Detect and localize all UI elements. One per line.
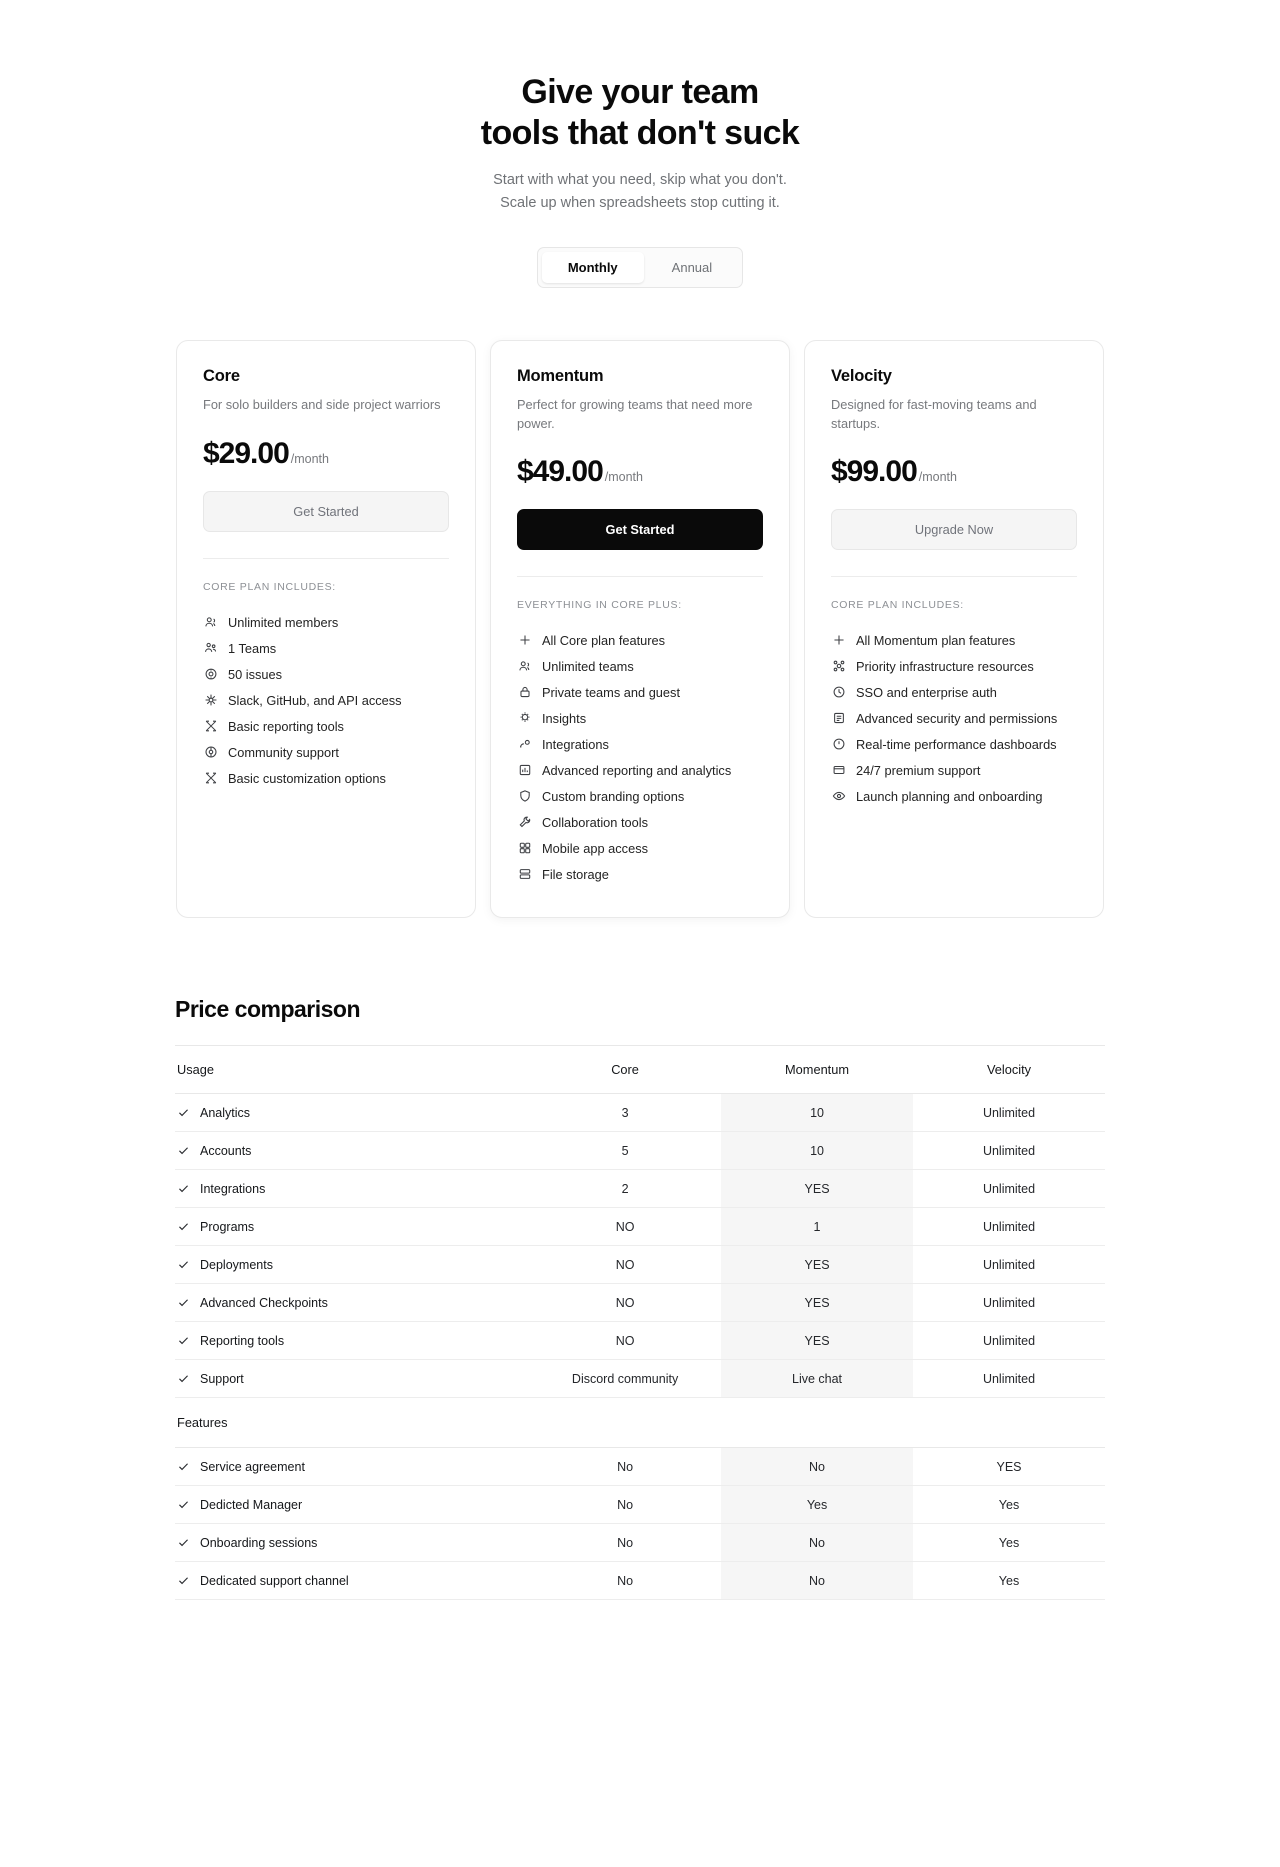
support-icon bbox=[831, 763, 846, 778]
members-icon bbox=[517, 659, 532, 674]
check-icon bbox=[177, 1372, 190, 1385]
plan-description: Designed for fast-moving teams and startups. bbox=[831, 397, 1037, 431]
cell-core: No bbox=[529, 1486, 721, 1524]
table-row bbox=[175, 1170, 1105, 1208]
clock-icon bbox=[831, 685, 846, 700]
plan-feature-label: Basic reporting tools bbox=[228, 718, 344, 734]
plan-price: $99.00 bbox=[831, 455, 917, 489]
plan-feature-item bbox=[831, 731, 1077, 757]
plan-feature-item bbox=[203, 713, 449, 739]
plan-feature-item bbox=[203, 765, 449, 791]
cell-velocity: Unlimited bbox=[913, 1094, 1105, 1132]
cell-momentum: YES bbox=[721, 1322, 913, 1360]
billing-toggle-wrapper bbox=[0, 247, 1280, 288]
row-feature-label: Integrations bbox=[200, 1181, 266, 1196]
table-row bbox=[175, 1486, 1105, 1524]
plan-feature-label: Launch planning and onboarding bbox=[856, 788, 1043, 804]
cell-velocity: Unlimited bbox=[913, 1360, 1105, 1398]
cell-velocity: Unlimited bbox=[913, 1208, 1105, 1246]
plan-description: Perfect for growing teams that need more power. bbox=[517, 397, 753, 431]
plan-feature-item bbox=[517, 783, 763, 809]
cell-core: Discord community bbox=[529, 1360, 721, 1398]
plan-feature-label: Advanced security and permissions bbox=[856, 710, 1058, 726]
row-feature-label: Programs bbox=[200, 1219, 255, 1234]
check-icon bbox=[177, 1334, 190, 1347]
cell-core: No bbox=[529, 1524, 721, 1562]
cell-momentum: Yes bbox=[721, 1486, 913, 1524]
column-header-velocity: Velocity bbox=[913, 1046, 1105, 1094]
row-feature-label: Accounts bbox=[200, 1143, 252, 1158]
check-icon bbox=[177, 1144, 190, 1157]
reporting-icon bbox=[203, 719, 218, 734]
row-feature-label: Reporting tools bbox=[200, 1333, 285, 1348]
cell-velocity: Yes bbox=[913, 1524, 1105, 1562]
pricing-card-velocity bbox=[804, 340, 1104, 918]
plan-period: /month bbox=[604, 470, 643, 485]
check-icon bbox=[177, 1220, 190, 1233]
plan-name: Velocity bbox=[831, 367, 892, 386]
cell-momentum: No bbox=[721, 1448, 913, 1486]
plan-feature-label: Unlimited teams bbox=[542, 658, 634, 674]
page-subtitle bbox=[0, 169, 1280, 215]
plan-feature-item bbox=[203, 661, 449, 687]
cell-momentum: YES bbox=[721, 1170, 913, 1208]
plan-period: /month bbox=[290, 452, 329, 467]
plan-feature-label: Insights bbox=[542, 710, 587, 726]
plan-feature-label: SSO and enterprise auth bbox=[856, 684, 997, 700]
section-label: Features bbox=[175, 1398, 529, 1448]
table-row bbox=[175, 1094, 1105, 1132]
plan-cta-button[interactable]: Get Started bbox=[203, 491, 449, 532]
plan-includes-label: EVERYTHING IN CORE PLUS: bbox=[517, 599, 682, 612]
plan-feature-label: File storage bbox=[542, 866, 609, 882]
comparison-table-head bbox=[175, 1046, 1105, 1094]
cell-velocity: Unlimited bbox=[913, 1246, 1105, 1284]
members-icon bbox=[203, 615, 218, 630]
cell-velocity: Unlimited bbox=[913, 1322, 1105, 1360]
check-icon bbox=[177, 1574, 190, 1587]
plan-feature-label: Priority infrastructure resources bbox=[856, 658, 1034, 674]
cell-core: NO bbox=[529, 1284, 721, 1322]
plan-feature-item bbox=[517, 809, 763, 835]
cell-velocity: Unlimited bbox=[913, 1284, 1105, 1322]
cell-core: 3 bbox=[529, 1094, 721, 1132]
plan-feature-item bbox=[203, 635, 449, 661]
plan-feature-item bbox=[203, 609, 449, 635]
plan-feature-label: Integrations bbox=[542, 736, 609, 752]
pricing-card-momentum bbox=[490, 340, 790, 918]
cell-core: 2 bbox=[529, 1170, 721, 1208]
tools-icon bbox=[517, 815, 532, 830]
plan-includes-label: CORE PLAN INCLUDES: bbox=[203, 581, 336, 594]
cell-core: NO bbox=[529, 1322, 721, 1360]
cell-core: NO bbox=[529, 1208, 721, 1246]
comparison-title: Price comparison bbox=[175, 996, 361, 1023]
plan-description: For solo builders and side project warriors bbox=[203, 397, 441, 413]
plan-feature-label: 24/7 premium support bbox=[856, 762, 981, 778]
cell-momentum: YES bbox=[721, 1284, 913, 1322]
check-icon bbox=[177, 1106, 190, 1119]
table-section-row bbox=[175, 1398, 1105, 1448]
plan-feature-item bbox=[831, 627, 1077, 653]
infrastructure-icon bbox=[831, 659, 846, 674]
plan-cta-button[interactable]: Upgrade Now bbox=[831, 509, 1077, 550]
integrations-icon bbox=[517, 737, 532, 752]
plan-feature-item bbox=[517, 627, 763, 653]
table-row bbox=[175, 1208, 1105, 1246]
check-icon bbox=[177, 1498, 190, 1511]
check-icon bbox=[177, 1296, 190, 1309]
check-icon bbox=[177, 1536, 190, 1549]
page-subtitle-line-2: Scale up when spreadsheets stop cutting it. bbox=[500, 195, 780, 212]
plan-name: Core bbox=[203, 367, 240, 386]
comparison-table bbox=[175, 1045, 1105, 1600]
row-feature-label: Dedicted Manager bbox=[200, 1497, 303, 1512]
cell-momentum: 1 bbox=[721, 1208, 913, 1246]
table-row bbox=[175, 1524, 1105, 1562]
dashboard-icon bbox=[831, 737, 846, 752]
shield-icon bbox=[517, 789, 532, 804]
cell-core: 5 bbox=[529, 1132, 721, 1170]
check-icon bbox=[177, 1182, 190, 1195]
plan-price-row bbox=[203, 437, 449, 471]
row-feature-label: Analytics bbox=[200, 1105, 251, 1120]
plan-feature-list bbox=[517, 627, 763, 887]
plan-feature-item bbox=[517, 757, 763, 783]
security-icon bbox=[831, 711, 846, 726]
plan-feature-list bbox=[831, 627, 1077, 809]
check-icon bbox=[177, 1258, 190, 1271]
insights-icon bbox=[517, 711, 532, 726]
plan-feature-label: All Momentum plan features bbox=[856, 632, 1016, 648]
table-row bbox=[175, 1448, 1105, 1486]
cell-momentum: YES bbox=[721, 1246, 913, 1284]
cell-velocity: Yes bbox=[913, 1486, 1105, 1524]
table-row bbox=[175, 1360, 1105, 1398]
plan-feature-label: 1 Teams bbox=[228, 640, 277, 656]
customization-icon bbox=[203, 771, 218, 786]
plan-feature-item bbox=[831, 653, 1077, 679]
plan-feature-label: Custom branding options bbox=[542, 788, 685, 804]
billing-toggle[interactable] bbox=[537, 247, 743, 288]
plan-feature-item bbox=[517, 679, 763, 705]
cell-momentum: No bbox=[721, 1524, 913, 1562]
plan-feature-label: Mobile app access bbox=[542, 840, 648, 856]
row-feature-label: Service agreement bbox=[200, 1459, 305, 1474]
column-header-core: Core bbox=[529, 1046, 721, 1094]
plan-feature-label: Community support bbox=[228, 744, 339, 760]
cell-momentum: 10 bbox=[721, 1132, 913, 1170]
plan-name: Momentum bbox=[517, 367, 604, 386]
plan-feature-item bbox=[831, 783, 1077, 809]
table-row bbox=[175, 1284, 1105, 1322]
storage-icon bbox=[517, 867, 532, 882]
integration-icon bbox=[203, 693, 218, 708]
hero-section bbox=[0, 0, 1280, 215]
page-title bbox=[0, 72, 1280, 155]
comparison-table-body bbox=[175, 1094, 1105, 1600]
row-feature-label: Onboarding sessions bbox=[200, 1535, 318, 1550]
analytics-icon bbox=[517, 763, 532, 778]
billing-toggle-annual[interactable]: Annual bbox=[646, 252, 738, 283]
plan-feature-item bbox=[517, 705, 763, 731]
plan-feature-label: Collaboration tools bbox=[542, 814, 648, 830]
row-feature-label: Advanced Checkpoints bbox=[200, 1295, 328, 1310]
plan-price-row bbox=[831, 455, 1077, 489]
plan-price-row bbox=[517, 455, 763, 489]
plan-feature-label: Slack, GitHub, and API access bbox=[228, 692, 402, 708]
page-title-line-2: tools that don't suck bbox=[480, 114, 800, 153]
column-header-usage: Usage bbox=[175, 1046, 529, 1094]
plan-price: $49.00 bbox=[517, 455, 603, 489]
cell-velocity: Yes bbox=[913, 1562, 1105, 1600]
community-icon bbox=[203, 745, 218, 760]
plan-feature-label: Private teams and guest bbox=[542, 684, 680, 700]
plan-feature-label: All Core plan features bbox=[542, 632, 666, 648]
plan-feature-item bbox=[517, 835, 763, 861]
cell-momentum: 10 bbox=[721, 1094, 913, 1132]
plan-cta-button[interactable]: Get Started bbox=[517, 509, 763, 550]
card-divider bbox=[831, 576, 1077, 577]
check-icon bbox=[177, 1460, 190, 1473]
plan-feature-list bbox=[203, 609, 449, 791]
column-header-momentum: Momentum bbox=[721, 1046, 913, 1094]
eye-icon bbox=[831, 789, 846, 804]
plan-feature-item bbox=[517, 653, 763, 679]
cell-momentum: No bbox=[721, 1562, 913, 1600]
plan-feature-label: Basic customization options bbox=[228, 770, 386, 786]
teams-icon bbox=[203, 641, 218, 656]
card-divider bbox=[203, 558, 449, 559]
issues-icon bbox=[203, 667, 218, 682]
cell-momentum: Live chat bbox=[721, 1360, 913, 1398]
table-row bbox=[175, 1246, 1105, 1284]
cell-velocity: Unlimited bbox=[913, 1132, 1105, 1170]
billing-toggle-monthly[interactable]: Monthly bbox=[542, 252, 644, 283]
plan-feature-label: 50 issues bbox=[228, 666, 283, 682]
page-title-line-1: Give your team bbox=[521, 73, 759, 111]
row-feature-label: Dedicated support channel bbox=[200, 1573, 349, 1588]
pricing-card-core bbox=[176, 340, 476, 918]
cell-core: NO bbox=[529, 1246, 721, 1284]
card-divider bbox=[517, 576, 763, 577]
plan-feature-item bbox=[517, 861, 763, 887]
plan-feature-label: Real-time performance dashboards bbox=[856, 736, 1057, 752]
plan-feature-label: Unlimited members bbox=[228, 614, 339, 630]
plus-icon bbox=[517, 633, 532, 648]
plan-feature-item bbox=[831, 679, 1077, 705]
pricing-cards bbox=[0, 340, 1280, 918]
plan-period: /month bbox=[918, 470, 957, 485]
plan-feature-label: Advanced reporting and analytics bbox=[542, 762, 732, 778]
plan-feature-item bbox=[831, 757, 1077, 783]
table-row bbox=[175, 1322, 1105, 1360]
plus-icon bbox=[831, 633, 846, 648]
plan-includes-label: CORE PLAN INCLUDES: bbox=[831, 599, 964, 612]
plan-feature-item bbox=[831, 705, 1077, 731]
plan-price: $29.00 bbox=[203, 437, 289, 471]
table-row bbox=[175, 1132, 1105, 1170]
cell-velocity: YES bbox=[913, 1448, 1105, 1486]
page-subtitle-line-1: Start with what you need, skip what you don't. bbox=[493, 171, 787, 188]
row-feature-label: Deployments bbox=[200, 1257, 273, 1272]
row-feature-label: Support bbox=[200, 1371, 244, 1386]
lock-icon bbox=[517, 685, 532, 700]
mobile-icon bbox=[517, 841, 532, 856]
plan-feature-item bbox=[517, 731, 763, 757]
cell-core: No bbox=[529, 1448, 721, 1486]
table-header-row bbox=[175, 1046, 1105, 1094]
cell-velocity: Unlimited bbox=[913, 1170, 1105, 1208]
plan-feature-item bbox=[203, 739, 449, 765]
cell-core: No bbox=[529, 1562, 721, 1600]
table-row bbox=[175, 1562, 1105, 1600]
price-comparison-section bbox=[175, 996, 1105, 1600]
plan-feature-item bbox=[203, 687, 449, 713]
